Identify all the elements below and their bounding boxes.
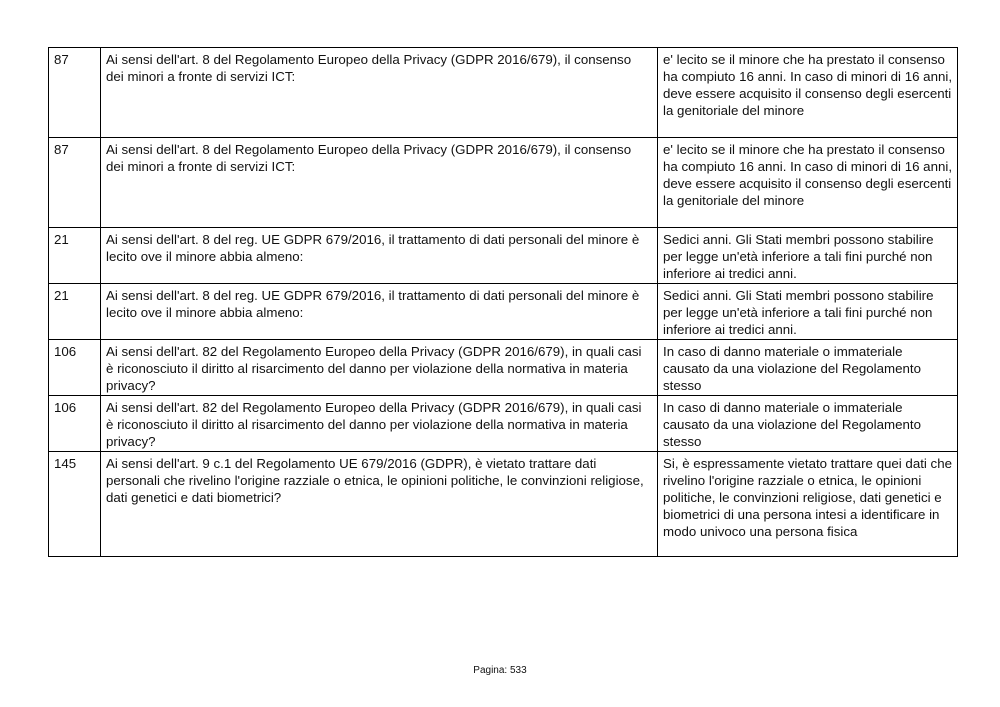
answer-text: In caso di danno materiale o immateriale causato da una violazione del Regolamento stesso bbox=[658, 396, 958, 452]
answer-text: Sedici anni. Gli Stati membri possono stabilire per legge un'età inferiore a tali fini purché non inferiore ai tredici anni. bbox=[658, 228, 958, 284]
question-text: Ai sensi dell'art. 82 del Regolamento Europeo della Privacy (GDPR 2016/679), in quali casi è riconosciuto il diritto al risarcimento del danno per violazione della normativa in materia privacy? bbox=[101, 340, 658, 396]
question-text: Ai sensi dell'art. 8 del Regolamento Europeo della Privacy (GDPR 2016/679), il consenso dei minori a fronte di servizi ICT: bbox=[101, 138, 658, 228]
answer-text: Si, è espressamente vietato trattare quei dati che rivelino l'origine razziale o etnica, le opinioni politiche, le convinzioni religiose, dati genetici e biometrici di una persona intesi a identificare in modo univoco una persona fisica bbox=[658, 452, 958, 557]
question-number: 145 bbox=[49, 452, 101, 557]
question-number: 87 bbox=[49, 48, 101, 138]
table-row bbox=[49, 452, 958, 557]
question-number: 21 bbox=[49, 284, 101, 340]
table-row bbox=[49, 340, 958, 396]
table-row bbox=[49, 138, 958, 228]
question-text: Ai sensi dell'art. 8 del Regolamento Europeo della Privacy (GDPR 2016/679), il consenso dei minori a fronte di servizi ICT: bbox=[101, 48, 658, 138]
question-text: Ai sensi dell'art. 82 del Regolamento Europeo della Privacy (GDPR 2016/679), in quali casi è riconosciuto il diritto al risarcimento del danno per violazione della normativa in materia privacy? bbox=[101, 396, 658, 452]
question-number: 87 bbox=[49, 138, 101, 228]
page-number: Pagina: 533 bbox=[473, 665, 527, 676]
question-text: Ai sensi dell'art. 8 del reg. UE GDPR 679/2016, il trattamento di dati personali del minore è lecito ove il minore abbia almeno: bbox=[101, 284, 658, 340]
answer-text: e' lecito se il minore che ha prestato il consenso ha compiuto 16 anni. In caso di minori di 16 anni, deve essere acquisito il consenso degli esercenti la genitoriale del minore bbox=[658, 48, 958, 138]
answer-text: Sedici anni. Gli Stati membri possono stabilire per legge un'età inferiore a tali fini purché non inferiore ai tredici anni. bbox=[658, 284, 958, 340]
answer-text: In caso di danno materiale o immateriale causato da una violazione del Regolamento stesso bbox=[658, 340, 958, 396]
answer-text: e' lecito se il minore che ha prestato il consenso ha compiuto 16 anni. In caso di minori di 16 anni, deve essere acquisito il consenso degli esercenti la genitoriale del minore bbox=[658, 138, 958, 228]
question-number: 106 bbox=[49, 396, 101, 452]
table-row bbox=[49, 284, 958, 340]
question-text: Ai sensi dell'art. 9 c.1 del Regolamento UE 679/2016 (GDPR), è vietato trattare dati personali che rivelino l'origine razziale o etnica, le opinioni politiche, le convinzioni religiose, dati genetici e dati biometrici? bbox=[101, 452, 658, 557]
question-number: 21 bbox=[49, 228, 101, 284]
questions-table bbox=[48, 47, 958, 557]
question-text: Ai sensi dell'art. 8 del reg. UE GDPR 679/2016, il trattamento di dati personali del minore è lecito ove il minore abbia almeno: bbox=[101, 228, 658, 284]
table-row bbox=[49, 396, 958, 452]
question-number: 106 bbox=[49, 340, 101, 396]
table-row bbox=[49, 228, 958, 284]
table-row bbox=[49, 48, 958, 138]
